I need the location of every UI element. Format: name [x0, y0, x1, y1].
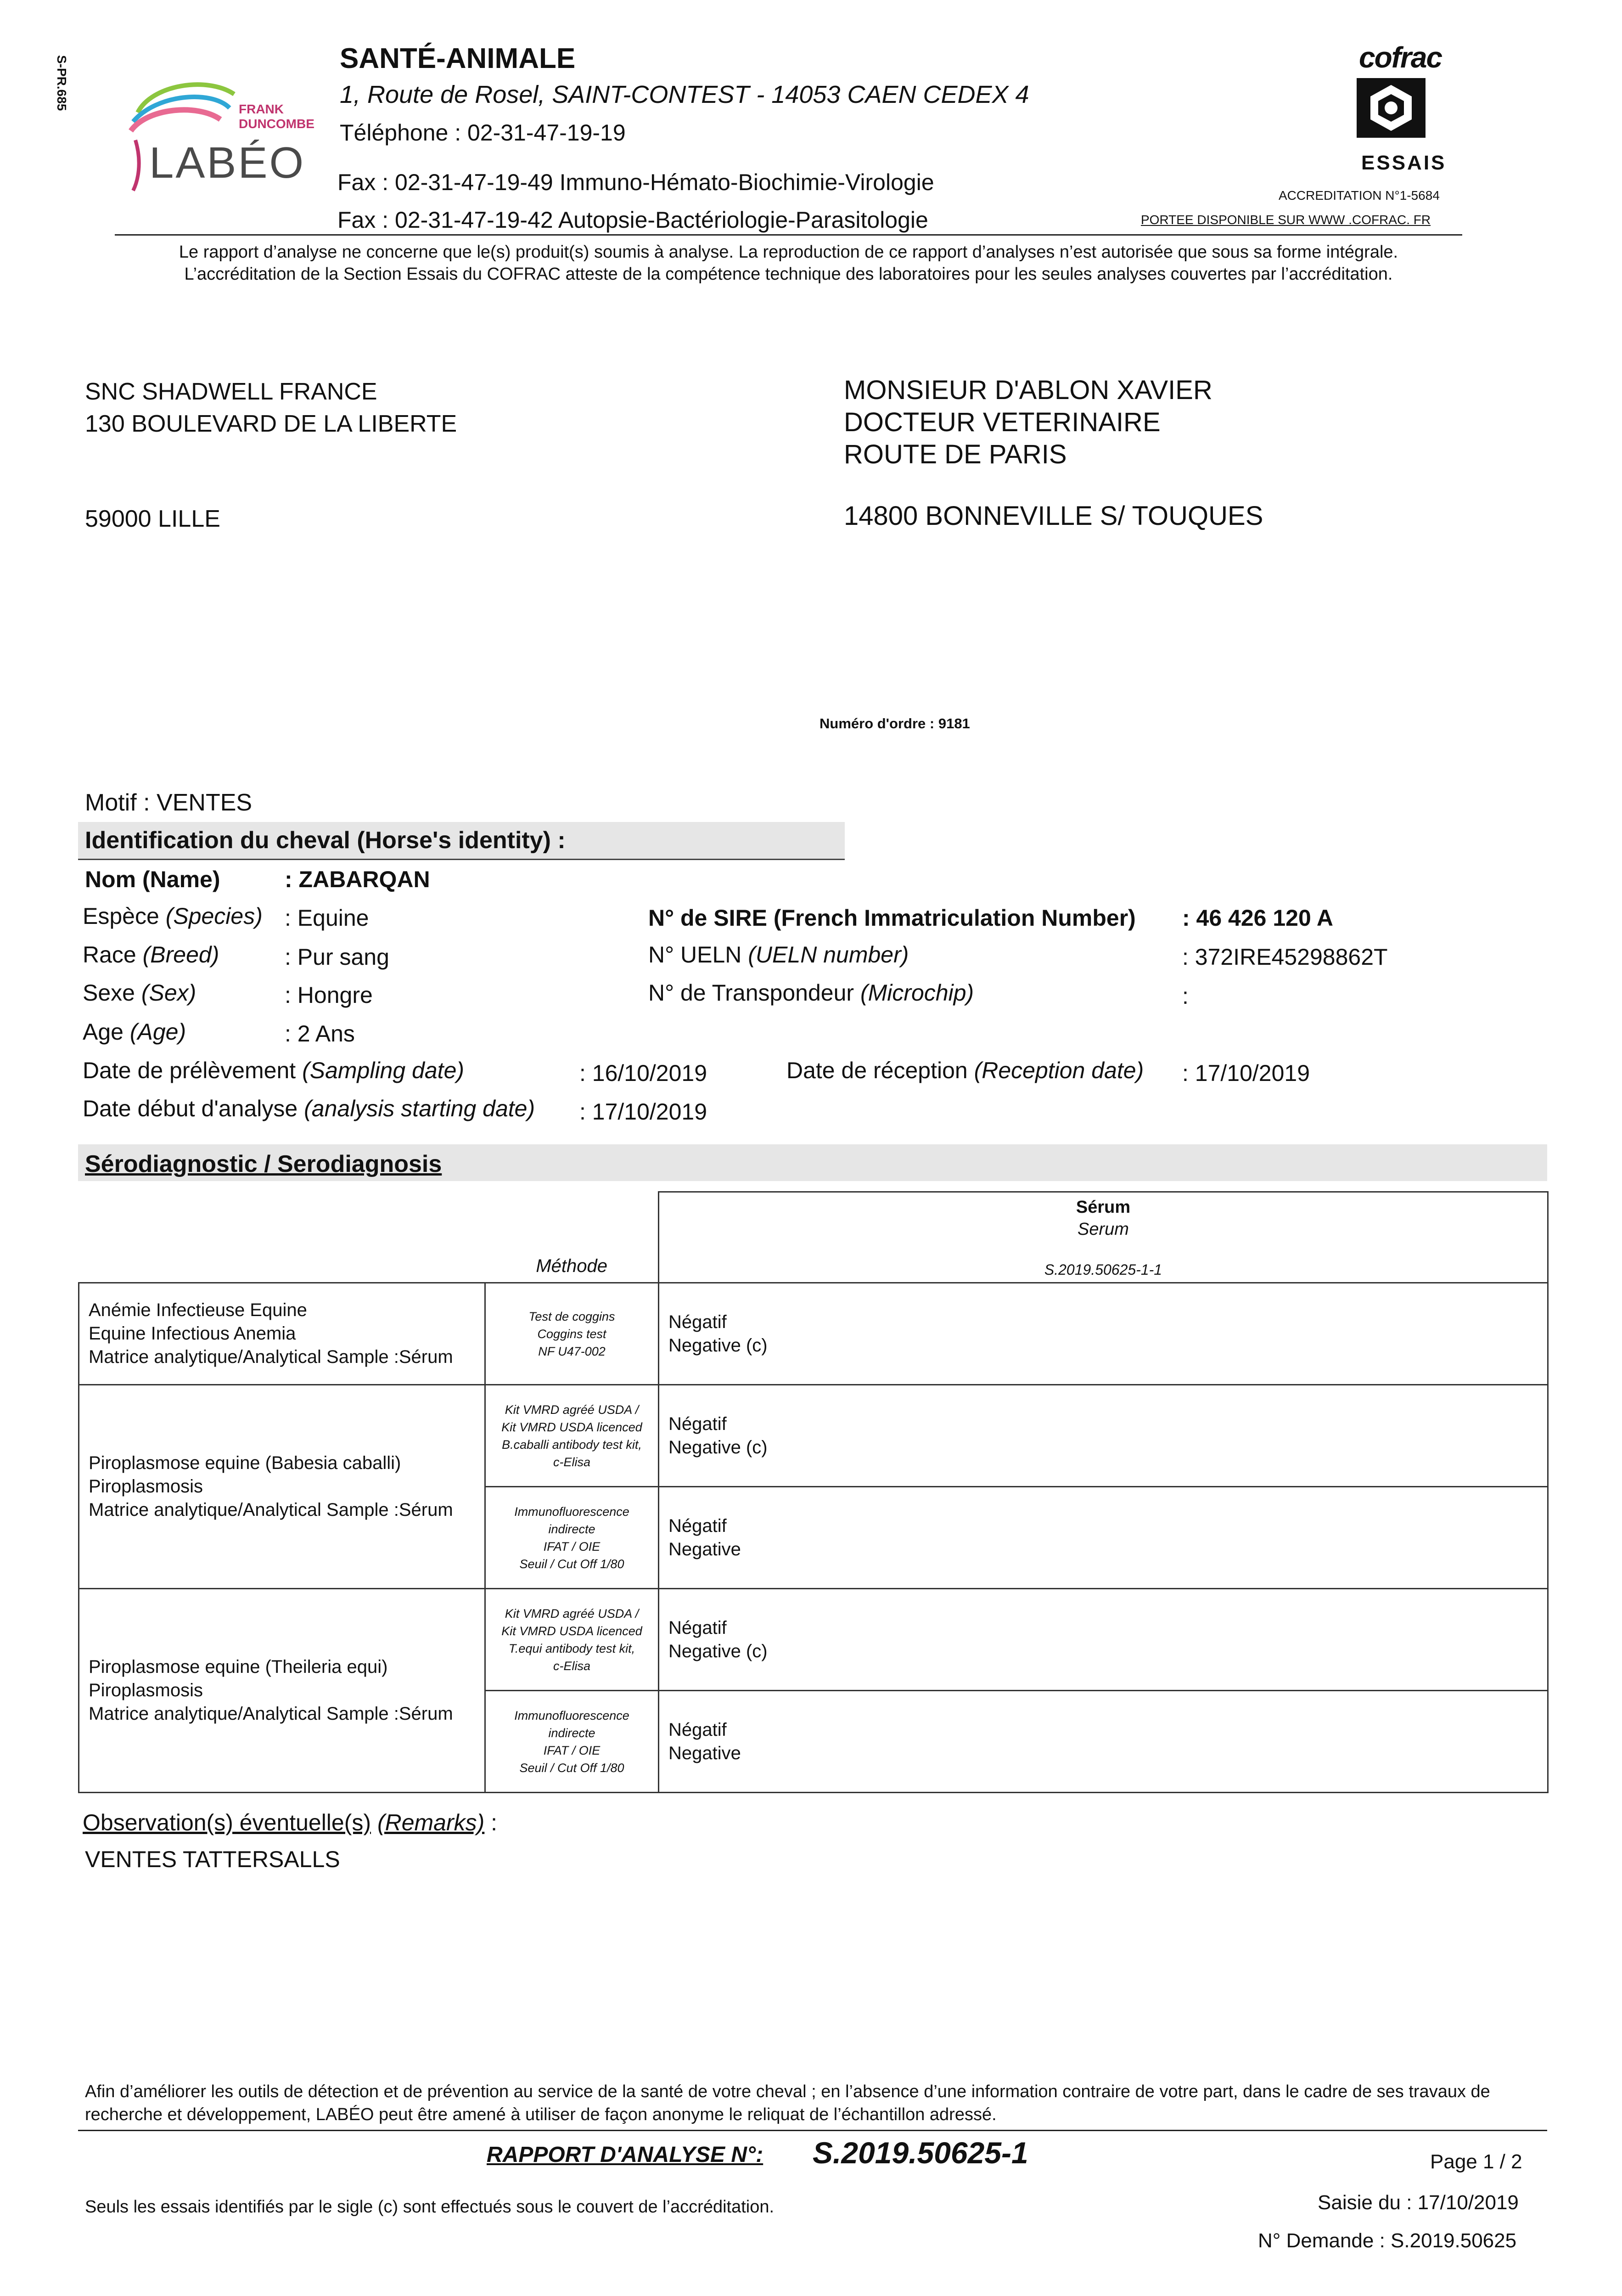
- identification-title: Identification du cheval (Horse's identity) :: [85, 827, 566, 854]
- analysis-result: Négatif Negative: [659, 1487, 1548, 1589]
- analysis-method: Kit VMRD agréé USDA / Kit VMRD USDA licenced B.caballi antibody test kit, c-Elisa: [485, 1385, 659, 1487]
- table-header-row: [79, 1192, 1548, 1283]
- sampling-date-label: Date de prélèvement (Sampling date): [83, 1058, 465, 1083]
- sender-city: 59000 LILLE: [85, 506, 220, 532]
- lab-fax-2: Fax : 02-31-47-19-42 Autopsie-Bactériologie-Parasitologie: [337, 207, 928, 233]
- sire-value: : 46 426 120 A: [1182, 905, 1333, 931]
- accreditation-note: Seuls les essais identifiés par le sigle (c) sont effectués sous le couvert de l’accréditation.: [85, 2197, 775, 2217]
- age-label: Age (Age): [83, 1019, 186, 1045]
- document-code: S-PR.685: [55, 55, 69, 111]
- report-number: S.2019.50625-1: [813, 2136, 1028, 2170]
- request-number: N° Demande : S.2019.50625: [1258, 2229, 1517, 2252]
- species-value: : Equine: [285, 905, 369, 931]
- serology-title: Sérodiagnostic / Serodiagnosis: [85, 1151, 442, 1177]
- logo-frank-duncombe: FRANK DUNCOMBE: [239, 102, 314, 131]
- report-number-label: RAPPORT D'ANALYSE N°:: [487, 2143, 763, 2167]
- name-label: Nom (Name): [85, 867, 220, 892]
- logo-labeo-text: LABÉO: [149, 138, 306, 187]
- footer-note: Afin d’améliorer les outils de détection et de prévention au service de la santé de votre cheval ; en l’absence d’une information contraire de votre part, dans le cadre de ses travaux de recherche et développement, LABÉO peut être amené à utiliser de façon anonyme le reliquat de l’échantillon adressé.: [85, 2082, 1490, 2124]
- analysis-name: Anémie Infectieuse Equine Equine Infectious Anemia Matrice analytique/Analytical Sample :Sérum: [79, 1283, 485, 1385]
- recipient-address: MONSIEUR D'ABLON XAVIER DOCTEUR VETERINAIRE ROUTE DE PARIS: [844, 375, 1212, 469]
- serology-table: [78, 1191, 1549, 1793]
- entry-date: Saisie du : 17/10/2019: [1318, 2191, 1519, 2214]
- report-disclaimer: Le rapport d’analyse ne concerne que le(s) produit(s) soumis à analyse. La reproduction de ce rapport d’analyses n’est autorisée que sous sa forme intégrale. L’accréditation de la Section Essais du COFRAC atteste de la compétence technique des laboratoires pour les seules analyses couvertes par l’accréditation.: [179, 242, 1398, 284]
- name-value: : ZABARQAN: [285, 867, 430, 892]
- footer-divider: [78, 2130, 1547, 2131]
- analysis-method: Test de coggins Coggins test NF U47-002: [485, 1283, 659, 1385]
- table-row: [79, 1385, 1548, 1487]
- analysis-method: Immunofluorescence indirecte IFAT / OIE Seuil / Cut Off 1/80: [485, 1691, 659, 1793]
- sex-label: Sexe (Sex): [83, 980, 196, 1006]
- remarks-value: VENTES TATTERSALLS: [85, 1846, 340, 1872]
- cofrac-essais: ESSAIS: [1361, 152, 1447, 174]
- ueln-label: N° UELN (UELN number): [648, 942, 909, 968]
- recipient-city: 14800 BONNEVILLE S/ TOUQUES: [844, 501, 1263, 531]
- sample-code: S.2019.50625-1-1: [1044, 1261, 1162, 1278]
- reception-date-label: Date de réception (Reception date): [786, 1058, 1144, 1083]
- microchip-label: N° de Transpondeur (Microchip): [648, 980, 974, 1006]
- header-divider: [115, 234, 1462, 236]
- lab-address: 1, Route de Rosel, SAINT-CONTEST - 14053 CAEN CEDEX 4: [340, 81, 1029, 108]
- lab-name: SANTÉ-ANIMALE: [340, 43, 576, 74]
- lab-telephone: Téléphone : 02-31-47-19-19: [340, 120, 626, 146]
- page-number: Page 1 / 2: [1430, 2150, 1522, 2173]
- analysis-start-label: Date début d'analyse (analysis starting date): [83, 1096, 535, 1121]
- age-value: : 2 Ans: [285, 1021, 355, 1047]
- analysis-name: Piroplasmose equine (Theileria equi) Piroplasmosis Matrice analytique/Analytical Sample :Sérum: [79, 1589, 485, 1793]
- analysis-result: Négatif Negative (c): [659, 1283, 1548, 1385]
- sampling-date-value: : 16/10/2019: [579, 1060, 707, 1086]
- methode-header: Méthode: [485, 1192, 659, 1283]
- breed-value: : Pur sang: [285, 944, 389, 970]
- remarks-label: Observation(s) éventuelle(s) (Remarks) :: [83, 1810, 498, 1835]
- portee-link[interactable]: PORTEE DISPONIBLE SUR WWW .COFRAC. FR: [1141, 213, 1431, 227]
- breed-label: Race (Breed): [83, 942, 219, 968]
- analysis-result: Négatif Negative (c): [659, 1589, 1548, 1691]
- analysis-result: Négatif Negative: [659, 1691, 1548, 1793]
- sire-label: N° de SIRE (French Immatriculation Number): [648, 905, 1136, 931]
- cofrac-wordmark: cofrac: [1359, 41, 1442, 74]
- species-label: Espèce (Species): [83, 903, 263, 929]
- lab-fax-1: Fax : 02-31-47-19-49 Immuno-Hémato-Biochimie-Virologie: [337, 169, 934, 195]
- reception-date-value: : 17/10/2019: [1182, 1060, 1310, 1086]
- serum-header: Sérum Serum S.2019.50625-1-1: [659, 1192, 1548, 1283]
- analysis-start-value: : 17/10/2019: [579, 1099, 707, 1125]
- analysis-method: Kit VMRD agréé USDA / Kit VMRD USDA licenced T.equi antibody test kit, c-Elisa: [485, 1589, 659, 1691]
- analysis-method: Immunofluorescence indirecte IFAT / OIE Seuil / Cut Off 1/80: [485, 1487, 659, 1589]
- order-number: Numéro d'ordre : 9181: [819, 715, 970, 732]
- sex-value: : Hongre: [285, 982, 373, 1008]
- accreditation-number: ACCREDITATION N°1-5684: [1279, 188, 1440, 203]
- ueln-value: : 372IRE45298862T: [1182, 944, 1388, 970]
- table-row: [79, 1589, 1548, 1691]
- analysis-name: Piroplasmose equine (Babesia caballi) Piroplasmosis Matrice analytique/Analytical Sample :Sérum: [79, 1385, 485, 1589]
- table-row: [79, 1283, 1548, 1385]
- motif: Motif : VENTES: [85, 789, 253, 816]
- sender-address: SNC SHADWELL FRANCE 130 BOULEVARD DE LA LIBERTE: [85, 378, 457, 437]
- microchip-value: :: [1182, 983, 1189, 1009]
- analysis-result: Négatif Negative (c): [659, 1385, 1548, 1487]
